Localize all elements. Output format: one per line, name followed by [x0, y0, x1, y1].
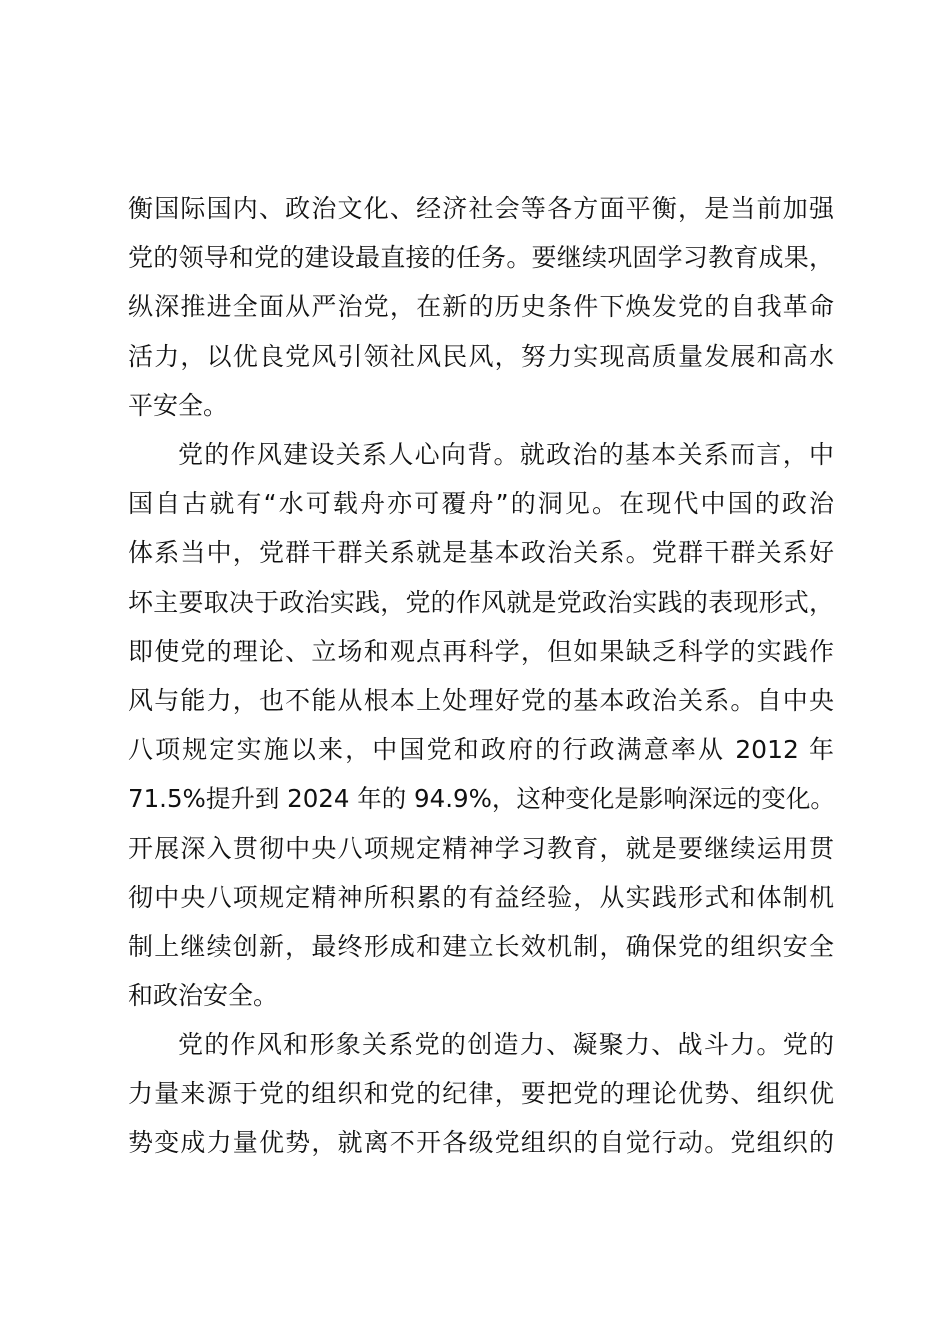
paragraph-line: 党的作风和形象关系党的创造力、凝聚力、战斗力。党的	[178, 1030, 834, 1059]
paragraph-line: 党的作风建设关系人心向背。就政治的基本关系而言，中	[178, 440, 834, 469]
paragraph-line: 力量来源于党的组织和党的纪律，要把党的理论优势、组织优	[128, 1079, 834, 1109]
paragraph-line: 坏主要取决于政治实践，党的作风就是党政治实践的表现形式，	[128, 587, 834, 617]
paragraph-line: 和政治安全。	[128, 981, 279, 1011]
paragraph-line: 纵深推进全面从严治党，在新的历史条件下焕发党的自我革命	[128, 292, 834, 322]
paragraph-line: 体系当中，党群干群关系就是基本政治关系。党群干群关系好	[128, 538, 834, 568]
paragraph-1	[128, 184, 834, 430]
paragraph-line: 风与能力，也不能从根本上处理好党的基本政治关系。自中央	[128, 685, 834, 715]
paragraph-line: 八项规定实施以来，中国党和政府的行政满意率从 2012 年	[128, 735, 834, 765]
paragraph-line: 平安全。	[128, 390, 229, 420]
paragraph-3	[128, 1020, 834, 1168]
paragraph-line: 71.5%提升到 2024 年的 94.9%，这种变化是影响深远的变化。	[128, 784, 835, 814]
paragraph-line: 制上继续创新，最终形成和建立长效机制，确保党的组织安全	[128, 931, 834, 961]
paragraph-line: 势变成力量优势，就离不开各级党组织的自觉行动。党组织的	[128, 1128, 834, 1158]
paragraph-line: 党的领导和党的建设最直接的任务。要继续巩固学习教育成果，	[128, 243, 834, 273]
paragraph-line: 开展深入贯彻中央八项规定精神学习教育，就是要继续运用贯	[128, 833, 834, 863]
paragraph-line: 即使党的理论、立场和观点再科学，但如果缺乏科学的实践作	[128, 636, 834, 666]
paragraph-line: 活力，以优良党风引领社风民风，努力实现高质量发展和高水	[128, 341, 834, 371]
paragraph-line: 国自古就有“水可载舟亦可覆舟”的洞见。在现代中国的政治	[128, 489, 834, 519]
paragraph-2	[128, 430, 834, 1020]
paragraph-line: 彻中央八项规定精神所积累的有益经验，从实践形式和体制机	[128, 882, 834, 912]
paragraph-line: 衡国际国内、政治文化、经济社会等各方面平衡，是当前加强	[128, 194, 834, 223]
